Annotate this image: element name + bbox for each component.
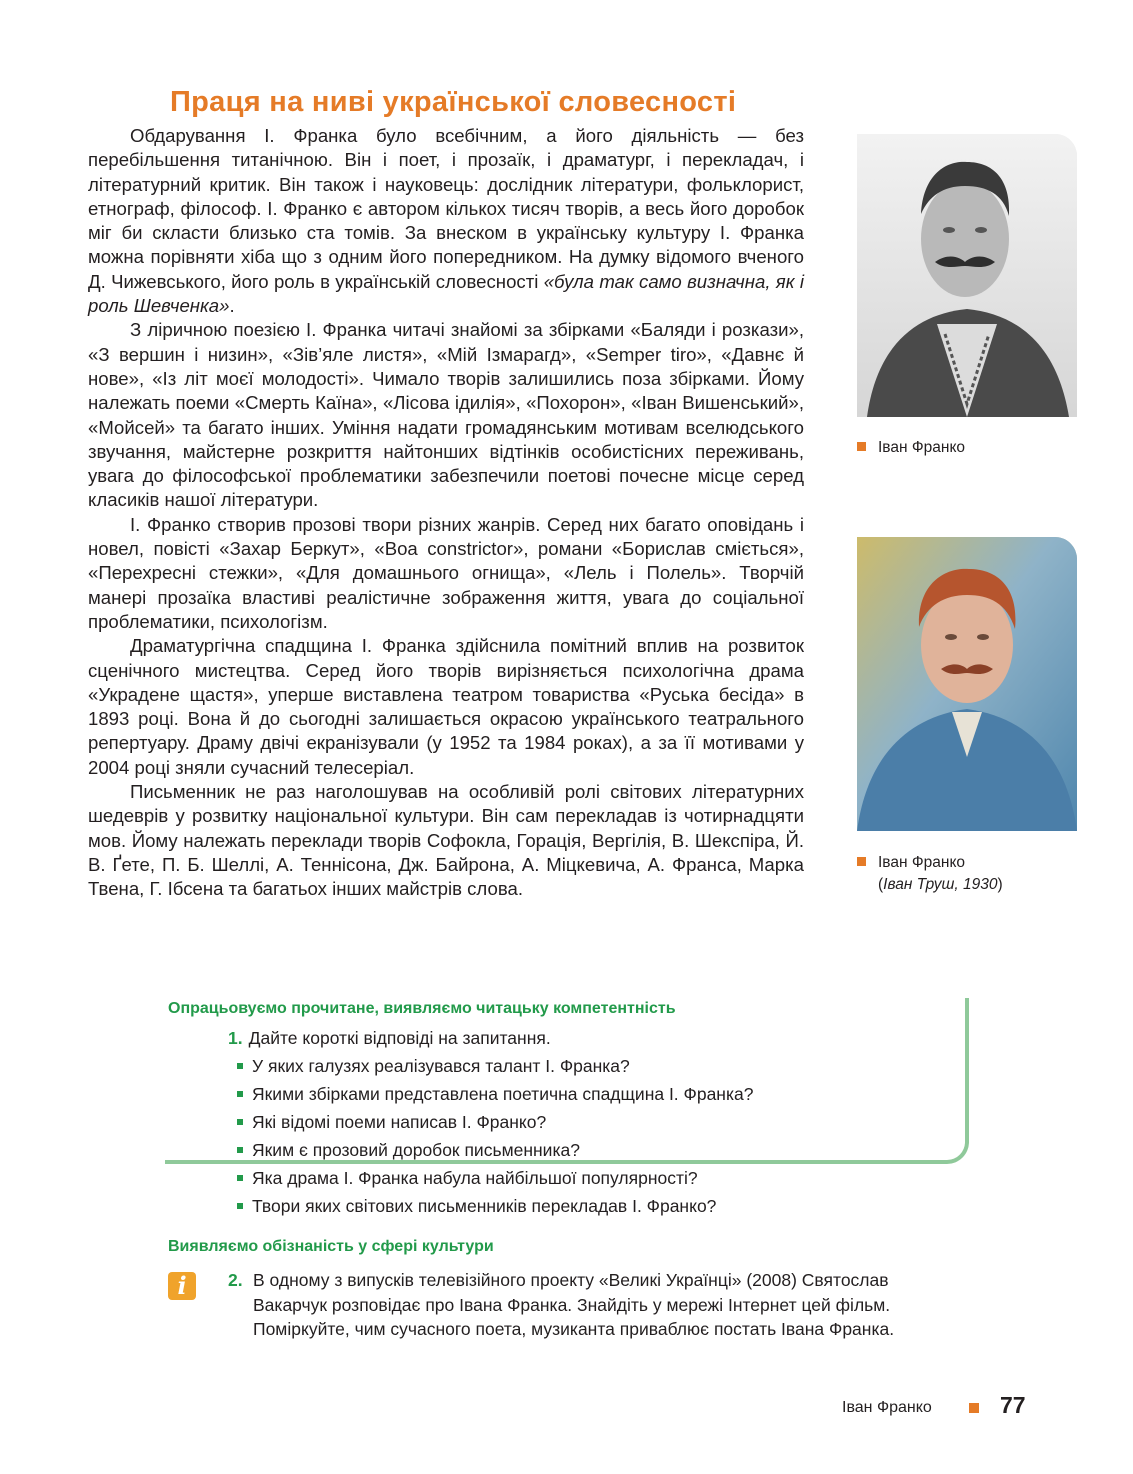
bullet-icon (237, 1063, 243, 1069)
painting-photo (857, 537, 1077, 831)
painting-caption-author: (Іван Труш, 1930) (878, 876, 1003, 893)
bullet-icon (237, 1091, 243, 1097)
list-item: Які відомі поеми написав І. Франко? (237, 1112, 546, 1133)
bullet-icon (237, 1203, 243, 1209)
paragraph-2: З ліричною поезією І. Франка читачі знайомі за збірками «Баляди і розкази», «З вершин і низин», «Зів’яле листя», «Мій Ізмарагд», «Semper tiro», «Давнє й нове», «Із літ моєї молодості». Чимало творів залишились поза збірками. Йому належать поеми «Смерть Каїна», «Лісова ідилія», «Похорон», «Іван Вишенський», «Мойсей» та багато інших. Уміння надати громадянським мотивам вселюдського звучання, майстерне розкриття найтонших відтінків особистісних переживань, увага до філософської проблематики забезпечили поетові почесне місце серед класиків нашої літератури. (88, 319, 804, 511)
portrait-photo-image (857, 134, 1077, 417)
question-1: 1. Дайте короткі відповіді на запитання. (228, 1028, 551, 1048)
section-heading-culture: Виявляємо обізнаність у сфері культури (168, 1238, 494, 1255)
question-2: 2. В одному з випусків телевізійного проекту «Великі Українці» (2008) Святослав Вакарчук розповідає про Івана Франка. Знайдіть у мережі Інтернет цей фільм. Поміркуйте, чим сучасного поета, музиканта приваблює постать Івана Франка. (228, 1270, 895, 1339)
list-item: Яким є прозовий доробок письменника? (237, 1140, 580, 1161)
caption-bullet-icon (857, 442, 866, 451)
caption-bullet-icon (857, 857, 866, 866)
bullet-icon (237, 1119, 243, 1125)
paragraph-3: І. Франко створив прозові твори різних жанрів. Серед них багато оповідань і новел, повісті «Захар Беркут», «Boa constrictor», романи «Борислав сміється», «Перехресні стежки», «Для домашнього огнища», «Лель і Полель». Творчій манері прозаїка властиві реалістичне зображення життя, увага до соціальної проблематики, психологізм. (88, 513, 804, 632)
painting-caption: Іван Франко (Іван Труш, 1930) (857, 852, 1003, 896)
info-icon: i (168, 1272, 196, 1300)
list-item: Твори яких світових письменників перекладав І. Франко? (237, 1196, 716, 1217)
quote-italic: «була так само визначна, як і роль Шевченка» (88, 270, 804, 317)
main-text (88, 124, 804, 902)
portrait-caption: Іван Франко (857, 437, 965, 459)
running-title: Іван Франко (842, 1399, 932, 1416)
bullet-icon (237, 1147, 243, 1153)
paragraph-4: Драматургічна спадщина І. Франка здійснила помітний вплив на розвиток сценічного мистецтва. Серед його творів вирізняється психологічна драма «Украдене щастя», уперше виставлена театром товариства «Руська бесіда» в 1893 році. Вона й до сьогодні залишається окрасою українського театрального репертуару. Драму двічі екранізували (у 1952 та 1984 роках), а за її мотивами у 2004 році зняли сучасний телесеріал. (88, 635, 804, 778)
page-number: 77 (1000, 1392, 1026, 1418)
portrait-photo (857, 134, 1077, 417)
section-heading-reading: Опрацьовуємо прочитане, виявляємо читацьку компетентність (168, 1000, 676, 1017)
page-title: Праця на ниві української словесності (170, 86, 737, 118)
footer-square-icon (969, 1403, 979, 1413)
bullet-icon (237, 1175, 243, 1181)
list-item: Якими збірками представлена поетична спадщина І. Франка? (237, 1084, 753, 1105)
list-item: Яка драма І. Франка набула найбільшої популярності? (237, 1168, 698, 1189)
list-item: У яких галузях реалізувався талант І. Франка? (237, 1056, 630, 1077)
paragraph-1: Обдарування І. Франка було всебічним, а його діяльність — без перебільшення титанічною. Він і поет, і прозаїк, і драматург, і перекладач, і літературний критик. Він також і науковець: дослідник літератури, фольклорист, етнограф, філософ. І. Франко є автором кількох тисяч творів, а весь його доробок міг би скласти близько ста томів. За внеском в українську культуру І. Франка можна порівняти хіба що з одним його попередником. На думку відомого вченого Д. Чижевського, його роль в українській словесності «була так само визначна, як і роль Шевченка». (88, 125, 804, 317)
paragraph-5: Письменник не раз наголошував на особливій ролі світових літературних шедеврів у розвитку національної культури. Він сам перекладав із чотирнадцяти мов. Йому належать переклади творів Софокла, Горація, Вергілія, В. Шекспіра, Й. В. Ґете, П. Б. Шеллі, А. Теннісона, Дж. Байрона, А. Міцкевича, А. Франса, Марка Твена, Г. Ібсена та багатьох інших майстрів слова. (88, 781, 804, 900)
painting-image (857, 537, 1077, 831)
